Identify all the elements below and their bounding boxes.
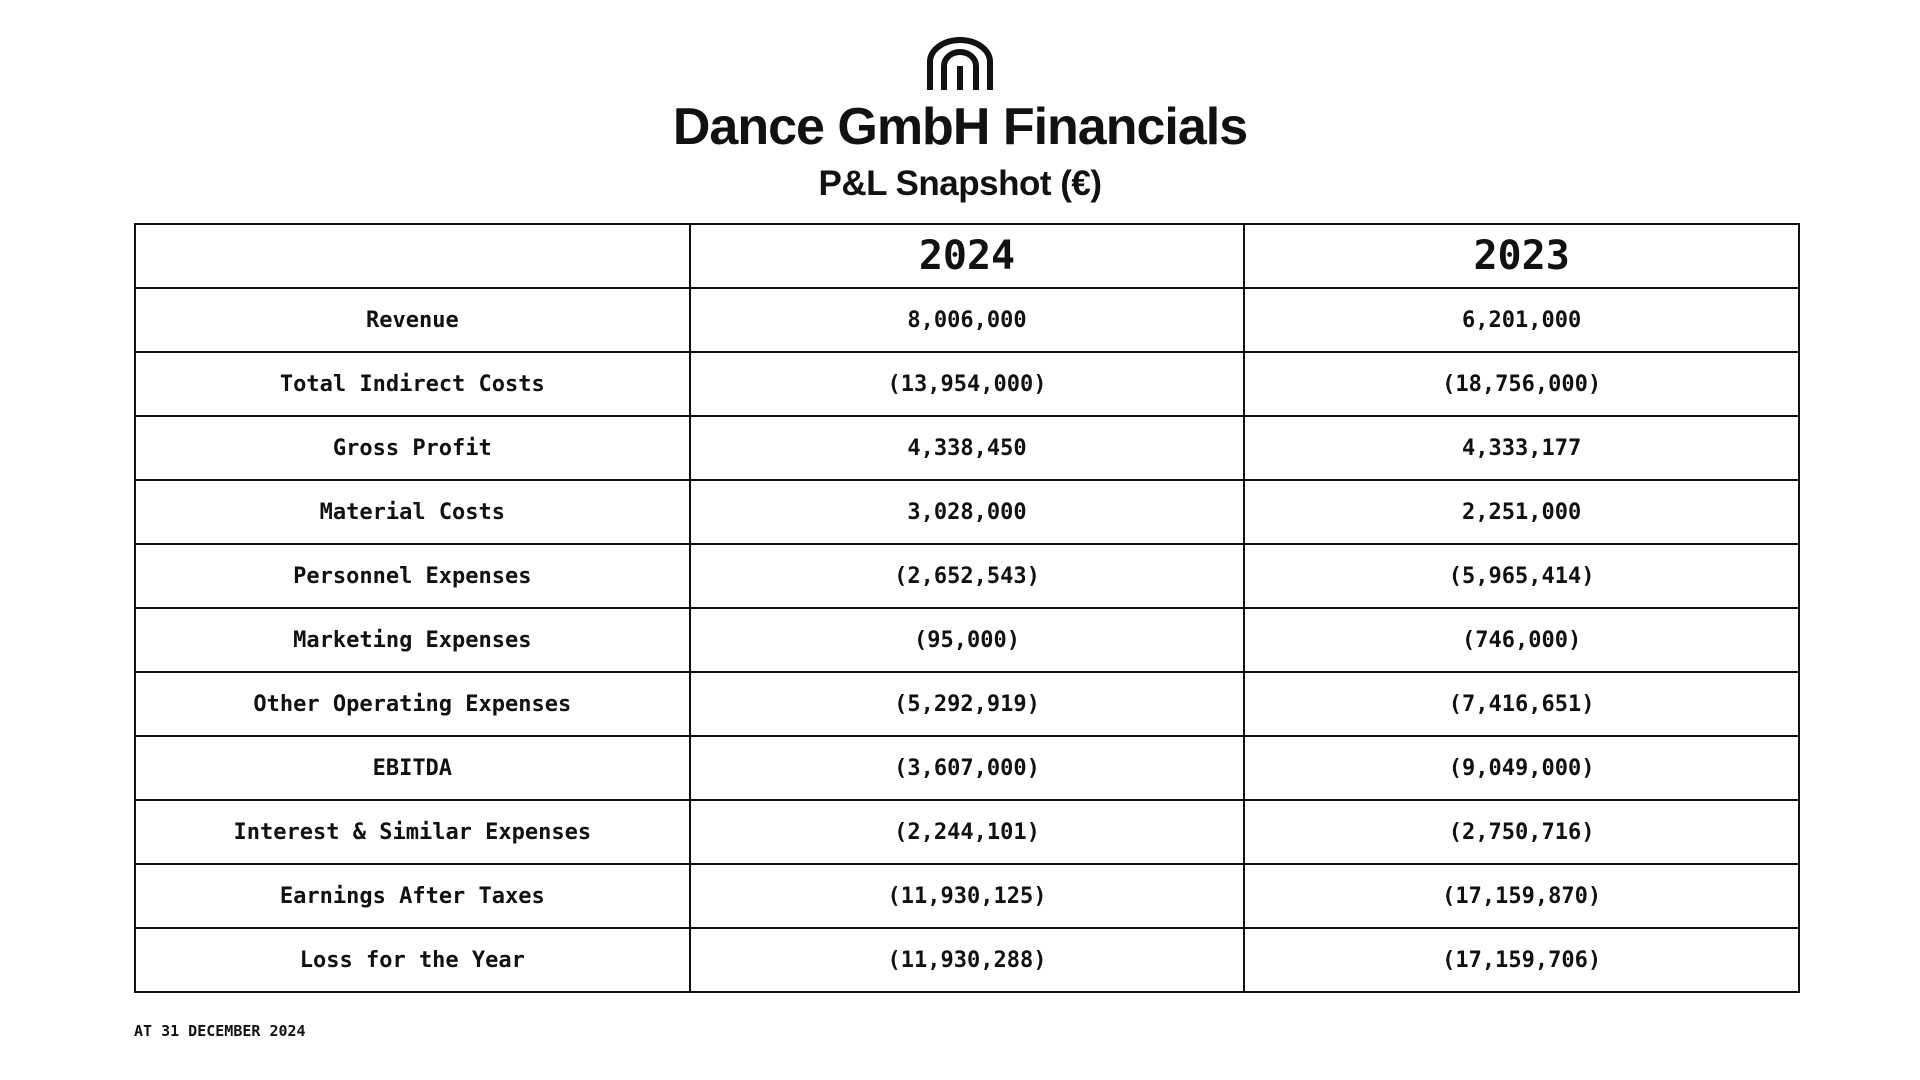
pl-table: [134, 223, 1800, 993]
table-row: [135, 608, 1799, 672]
report-title: Dance GmbH Financials: [672, 98, 1248, 156]
table-row: [135, 480, 1799, 544]
row-label: Revenue: [135, 288, 690, 352]
value-2024: (11,930,288): [690, 928, 1245, 992]
value-2024: (5,292,919): [690, 672, 1245, 736]
table-row: [135, 416, 1799, 480]
table-row: [135, 928, 1799, 992]
row-label: Loss for the Year: [135, 928, 690, 992]
value-2023: (746,000): [1244, 608, 1799, 672]
as-of-date-footnote: AT 31 DECEMBER 2024: [134, 1022, 306, 1040]
arched-m-logo-icon: [924, 36, 996, 90]
row-label: Material Costs: [135, 480, 690, 544]
value-2023: (18,756,000): [1244, 352, 1799, 416]
value-2023: (5,965,414): [1244, 544, 1799, 608]
table-row: [135, 864, 1799, 928]
value-2023: (2,750,716): [1244, 800, 1799, 864]
header-year-2023: 2023: [1244, 224, 1799, 288]
table-row: [135, 352, 1799, 416]
row-label: Marketing Expenses: [135, 608, 690, 672]
table-header-row: [135, 224, 1799, 288]
value-2023: (7,416,651): [1244, 672, 1799, 736]
value-2024: 8,006,000: [690, 288, 1245, 352]
value-2024: (2,652,543): [690, 544, 1245, 608]
row-label: Other Operating Expenses: [135, 672, 690, 736]
value-2024: (11,930,125): [690, 864, 1245, 928]
table-row: [135, 288, 1799, 352]
row-label: Total Indirect Costs: [135, 352, 690, 416]
value-2024: (3,607,000): [690, 736, 1245, 800]
row-label: EBITDA: [135, 736, 690, 800]
table-row: [135, 544, 1799, 608]
value-2023: 4,333,177: [1244, 416, 1799, 480]
value-2024: (13,954,000): [690, 352, 1245, 416]
table-row: [135, 736, 1799, 800]
value-2023: 2,251,000: [1244, 480, 1799, 544]
header-label-cell: [135, 224, 690, 288]
value-2023: 6,201,000: [1244, 288, 1799, 352]
value-2024: (95,000): [690, 608, 1245, 672]
value-2024: 3,028,000: [690, 480, 1245, 544]
value-2023: (17,159,706): [1244, 928, 1799, 992]
row-label: Earnings After Taxes: [135, 864, 690, 928]
report-subtitle: P&L Snapshot (€): [818, 164, 1102, 203]
value-2023: (9,049,000): [1244, 736, 1799, 800]
row-label: Interest & Similar Expenses: [135, 800, 690, 864]
row-label: Personnel Expenses: [135, 544, 690, 608]
value-2024: 4,338,450: [690, 416, 1245, 480]
table-row: [135, 800, 1799, 864]
row-label: Gross Profit: [135, 416, 690, 480]
value-2023: (17,159,870): [1244, 864, 1799, 928]
value-2024: (2,244,101): [690, 800, 1245, 864]
table-row: [135, 672, 1799, 736]
report-header: [0, 36, 1920, 204]
header-year-2024: 2024: [690, 224, 1245, 288]
